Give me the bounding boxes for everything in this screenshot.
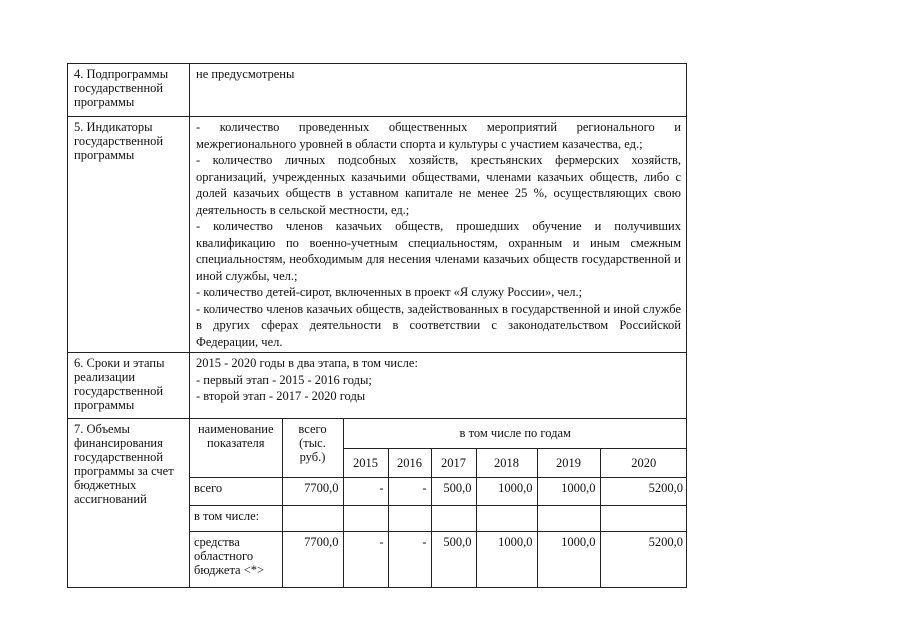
indicator-item: - количество членов казачьих обществ, задействованных в государственной и иной службе в других сферах деятельности в соответствии с законодательством Российской Федерации, чел. (196, 301, 681, 349)
row-subprograms (68, 64, 687, 117)
cell-value: - (343, 531, 388, 587)
cell-value: 5200,0 (600, 531, 687, 587)
timeframe-line: - второй этап - 2017 - 2020 годы (196, 389, 366, 403)
column-header-years-group: в том числе по годам (343, 419, 687, 448)
cell-value: 500,0 (431, 477, 476, 505)
row-value: не предусмотрены (190, 64, 687, 117)
year-header: 2017 (431, 448, 476, 477)
cell-value: 1000,0 (476, 531, 537, 587)
row-label: 6. Сроки и этапы реализации государственной программы (68, 353, 190, 419)
table-row (190, 477, 687, 505)
column-header-name: наименование показателя (190, 419, 282, 477)
year-header: 2018 (476, 448, 537, 477)
cell-value (600, 505, 687, 531)
timeframe-line: - первый этап - 2015 - 2016 годы; (196, 372, 372, 387)
row-label: 7. Объемы финансирования государственной программы за счет бюджетных ассигнований (68, 419, 190, 588)
indicators-list (190, 117, 687, 353)
timeframe-text (190, 353, 687, 419)
row-name: в том числе: (190, 505, 282, 531)
cell-value (343, 505, 388, 531)
cell-value: - (388, 477, 431, 505)
row-name: всего (190, 477, 282, 505)
program-passport-table (67, 63, 687, 588)
table-row (190, 531, 687, 587)
table-row (190, 505, 687, 531)
cell-value: - (388, 531, 431, 587)
financing-table (190, 419, 687, 587)
year-header: 2015 (343, 448, 388, 477)
cell-value (537, 505, 600, 531)
column-header-total: всего (тыс. руб.) (282, 419, 343, 477)
timeframe-line: 2015 - 2020 годы в два этапа, в том числе: (196, 356, 418, 370)
cell-value: 5200,0 (600, 477, 687, 505)
year-header: 2019 (537, 448, 600, 477)
row-label: 5. Индикаторы государственной программы (68, 117, 190, 353)
indicator-item: - количество членов казачьих обществ, прошедших обучение и получивших квалификацию по военно-учетным специальностям, охранным и иным смежным специальностям, необходимым для несения членами казачьих обществ государственной и иной службы, чел.; (196, 219, 681, 283)
year-header: 2016 (388, 448, 431, 477)
year-header: 2020 (600, 448, 687, 477)
row-total: 7700,0 (282, 477, 343, 505)
row-timeframe (68, 353, 687, 419)
cell-value: 1000,0 (537, 531, 600, 587)
cell-value: 500,0 (431, 531, 476, 587)
cell-value: 1000,0 (476, 477, 537, 505)
indicator-item: - количество проведенных общественных мероприятий регионального и межрегионального уровней в области спорта и культуры с участием казачества, ед.; (196, 120, 681, 151)
cell-value: - (343, 477, 388, 505)
indicator-item: - количество детей-сирот, включенных в проект «Я служу России», чел.; (196, 285, 583, 299)
cell-value: 1000,0 (537, 477, 600, 505)
row-indicators (68, 117, 687, 353)
indicator-item: - количество личных подсобных хозяйств, крестьянских фермерских хозяйств, организаций, учрежденных казачьими обществами, членами казачьих обществ, либо с долей казачьих обществ в уставном капитале не менее 25 %, осуществляющих свою деятельность в сельской местности, ед.; (196, 153, 681, 217)
cell-value (476, 505, 537, 531)
row-label: 4. Подпрограммы государственной программы (68, 64, 190, 117)
row-financing (68, 419, 687, 588)
row-total: 7700,0 (282, 531, 343, 587)
cell-value (388, 505, 431, 531)
cell-value (431, 505, 476, 531)
row-total (282, 505, 343, 531)
financing-cell (190, 419, 687, 588)
row-name: средства областного бюджета <*> (190, 531, 282, 587)
